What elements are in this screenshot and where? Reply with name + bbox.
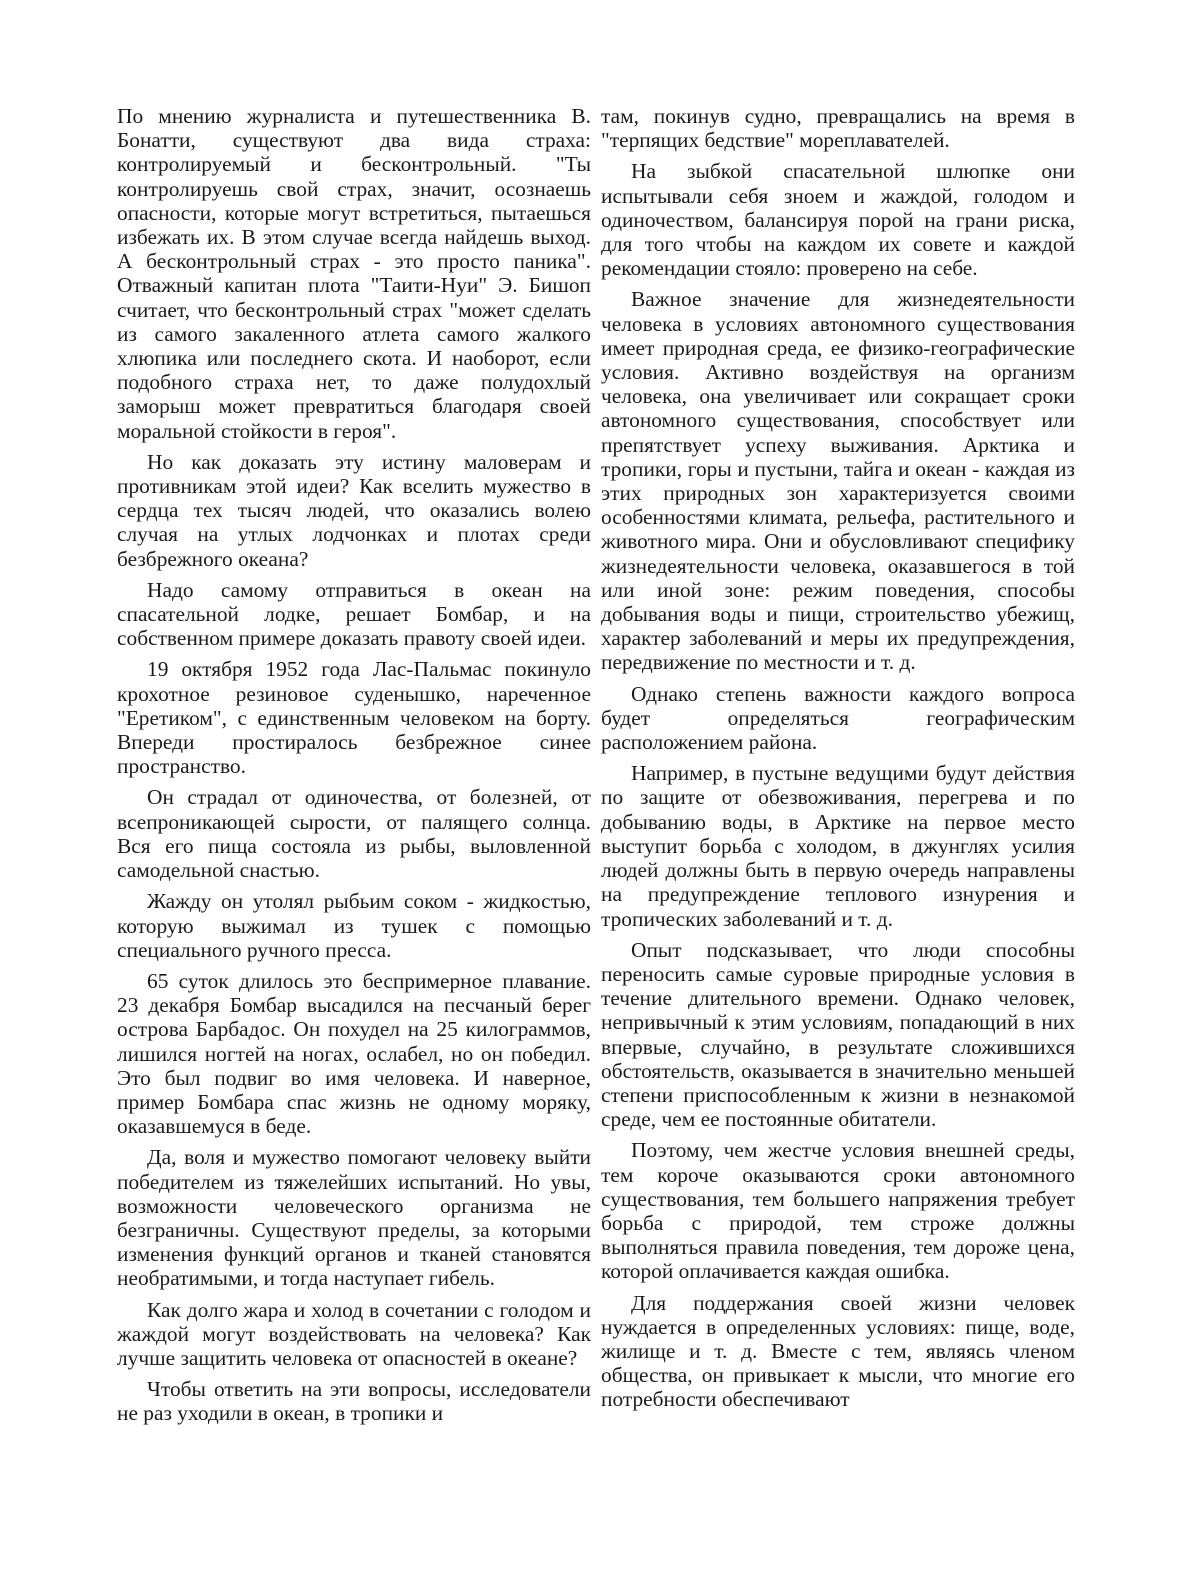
paragraph: Как долго жара и холод в сочетании с голодом и жаждой могут воздействовать на человека? Как лучше защитить человека от опасностей в океане? bbox=[117, 1297, 591, 1370]
paragraph: Важное значение для жизнедеятельности человека в условиях автономного существования имеет природная среда, ее физико-географические условия. Активно воздействуя на организм человека, она увеличивает или сокращает сроки автономного существования, способствует или препятствует успеху выживания. Арктика и тропики, горы и пустыни, тайга и океан - каждая из этих природных зон характеризуется своими особенностями климата, рельефа, растительного и животного мира. Они и обусловливают специфику жизнедеятельности человека, оказавшегося в той или иной зоне: режим поведения, способы добывания воды и пищи, строительство убежищ, характер заболеваний и меры их предупреждения, передвижение по местности и т. д. bbox=[601, 287, 1075, 675]
paragraph: На зыбкой спасательной шлюпке они испытывали себя зноем и жаждой, голодом и одиночеством, балансируя порой на грани риска, для того чтобы на каждом их совете и каждой рекомендации стояло: проверено на себе. bbox=[601, 159, 1075, 281]
paragraph: Чтобы ответить на эти вопросы, исследователи не раз уходили в океан, в тропики и bbox=[117, 1377, 591, 1426]
paragraph: Надо самому отправиться в океан на спасательной лодке, решает Бомбар, и на собственном примере доказать правоту своей идеи. bbox=[117, 577, 591, 651]
paragraph: Но как доказать эту истину маловерам и противникам этой идеи? Как вселить мужество в сердца тех тысяч людей, что оказались волею случая на утлых лодчонках и плотах среди безбрежного океана? bbox=[117, 449, 591, 571]
right-column bbox=[601, 104, 1075, 1419]
paragraph: 19 октября 1952 года Лас-Пальмас покинуло крохотное резиновое суденышко, нареченное "Еретиком", с единственным человеком на борту. Впереди простиралось безбрежное синее пространство. bbox=[117, 657, 591, 779]
paragraph: Да, воля и мужество помогают человеку выйти победителем из тяжелейших испытаний. Но увы, возможности человеческого организма не безграничны. Существуют пределы, за которыми изменения функций органов и тканей становятся необратимыми, и тогда наступает гибель. bbox=[117, 1145, 591, 1291]
paragraph: Опыт подсказывает, что люди способны переносить самые суровые природные условия в течение длительного времени. Однако человек, непривычный к этим условиям, попадающий в них впервые, случайно, в результате сложившихся обстоятельств, оказывается в значительно меньшей степени приспособленным к жизни в незнакомой среде, чем ее постоянные обитатели. bbox=[601, 937, 1075, 1132]
paragraph: Для поддержания своей жизни человек нуждается в определенных условиях: пище, воде, жилище и т. д. Вместе с тем, являясь членом общества, он привыкает к мысли, что многие его потребности обеспечивают bbox=[601, 1290, 1075, 1412]
paragraph: Однако степень важности каждого вопроса будет определяться географическим расположением района. bbox=[601, 681, 1075, 755]
left-column bbox=[117, 104, 591, 1433]
paragraph: Он страдал от одиночества, от болезней, от всепроникающей сырости, от палящего солнца. Вся его пища состояла из рыбы, выловленной самодельной снастью. bbox=[117, 785, 591, 883]
paragraph: Например, в пустыне ведущими будут действия по защите от обезвоживания, перегрева и по добыванию воды, в Арктике на первое место выступит борьба с холодом, в джунглях усилия людей должны быть в первую очередь направлены на предупреждение теплового изнурения и тропических заболеваний и т. д. bbox=[601, 761, 1075, 931]
paragraph: Поэтому, чем жестче условия внешней среды, тем короче оказываются сроки автономного существования, тем большего напряжения требует борьба с природой, тем строже должны выполняться правила поведения, тем дороже цена, которой оплачивается каждая ошибка. bbox=[601, 1138, 1075, 1284]
paragraph: Жажду он утолял рыбьим соком - жидкостью, которую выжимал из тушек с помощью специального ручного пресса. bbox=[117, 889, 591, 962]
paragraph: По мнению журналиста и путешественника В. Бонатти, существуют два вида страха: контролируемый и бесконтрольный. "Ты контролируешь свой страх, значит, осознаешь опасности, которые могут встретиться, пытаешься избежать их. В этом случае всегда найдешь выход. А бесконтрольный страх - это просто паника". Отважный капитан плота "Таити-Нуи" Э. Бишоп считает, что бесконтрольный страх "может сделать из самого закаленного атлета самого жалкого хлюпика или последнего скота. И наоборот, если подобного страха нет, то даже полудохлый заморыш может превратиться благодаря своей моральной стойкости в героя". bbox=[117, 104, 591, 443]
paragraph: там, покинув судно, превращались на время в "терпящих бедствие" мореплавателей. bbox=[601, 104, 1075, 153]
paragraph: 65 суток длилось это беспримерное плавание. 23 декабря Бомбар высадился на песчаный берег острова Барбадос. Он похудел на 25 килограммов, лишился ногтей на ногах, ослабел, но он победил. Это был подвиг во имя человека. И наверное, пример Бомбара спас жизнь не одному моряку, оказавшемуся в беде. bbox=[117, 968, 591, 1139]
